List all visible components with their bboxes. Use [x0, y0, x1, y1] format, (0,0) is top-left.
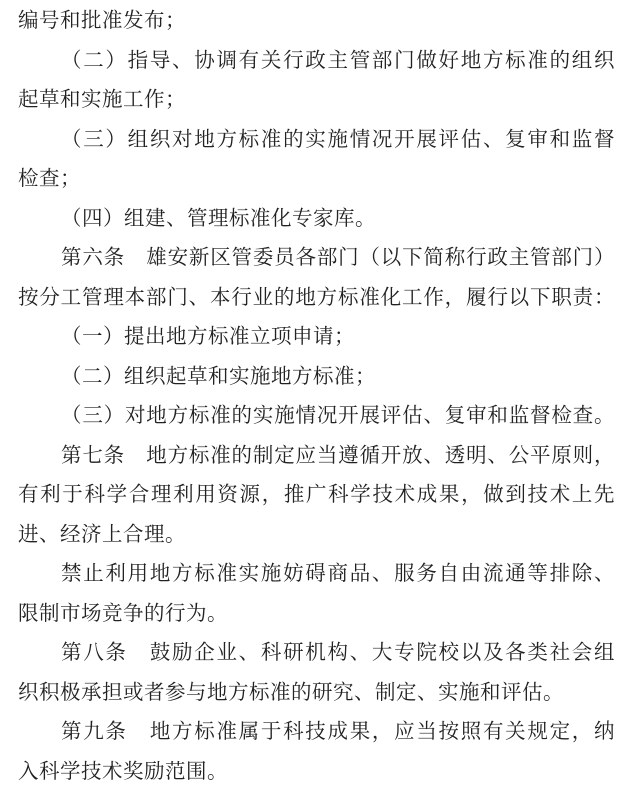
- text-line: 进、经济上合理。: [18, 516, 615, 556]
- text-line: 第六条 雄安新区管委员各部门（以下简称行政主管部门）: [18, 239, 615, 279]
- text-line: （三）对地方标准的实施情况开展评估、复审和监督检查。: [18, 397, 615, 437]
- text-line: 第九条 地方标准属于科技成果，应当按照有关规定，纳: [18, 713, 615, 753]
- text-line: （四）组建、管理标准化专家库。: [18, 200, 615, 240]
- text-line: 第八条 鼓励企业、科研机构、大专院校以及各类社会组: [18, 634, 615, 674]
- text-line: 按分工管理本部门、本行业的地方标准化工作，履行以下职责：: [18, 279, 615, 319]
- text-line: 禁止利用地方标准实施妨碍商品、服务自由流通等排除、: [18, 555, 615, 595]
- text-line: 有利于科学合理利用资源，推广科学技术成果，做到技术上先: [18, 476, 615, 516]
- text-line: 织积极承担或者参与地方标准的研究、制定、实施和评估。: [18, 674, 615, 714]
- text-line: （二）组织起草和实施地方标准；: [18, 358, 615, 398]
- text-line: （一）提出地方标准立项申请；: [18, 318, 615, 358]
- text-line: 编号和批准发布；: [18, 2, 615, 42]
- text-line: （二）指导、协调有关行政主管部门做好地方标准的组织: [18, 42, 615, 82]
- text-line: 检查；: [18, 160, 615, 200]
- text-line: （三）组织对地方标准的实施情况开展评估、复审和监督: [18, 121, 615, 161]
- text-line: 第七条 地方标准的制定应当遵循开放、透明、公平原则，: [18, 437, 615, 477]
- text-line: 起草和实施工作；: [18, 81, 615, 121]
- text-line: 入科学技术奖励范围。: [18, 753, 615, 792]
- text-line: 限制市场竞争的行为。: [18, 595, 615, 635]
